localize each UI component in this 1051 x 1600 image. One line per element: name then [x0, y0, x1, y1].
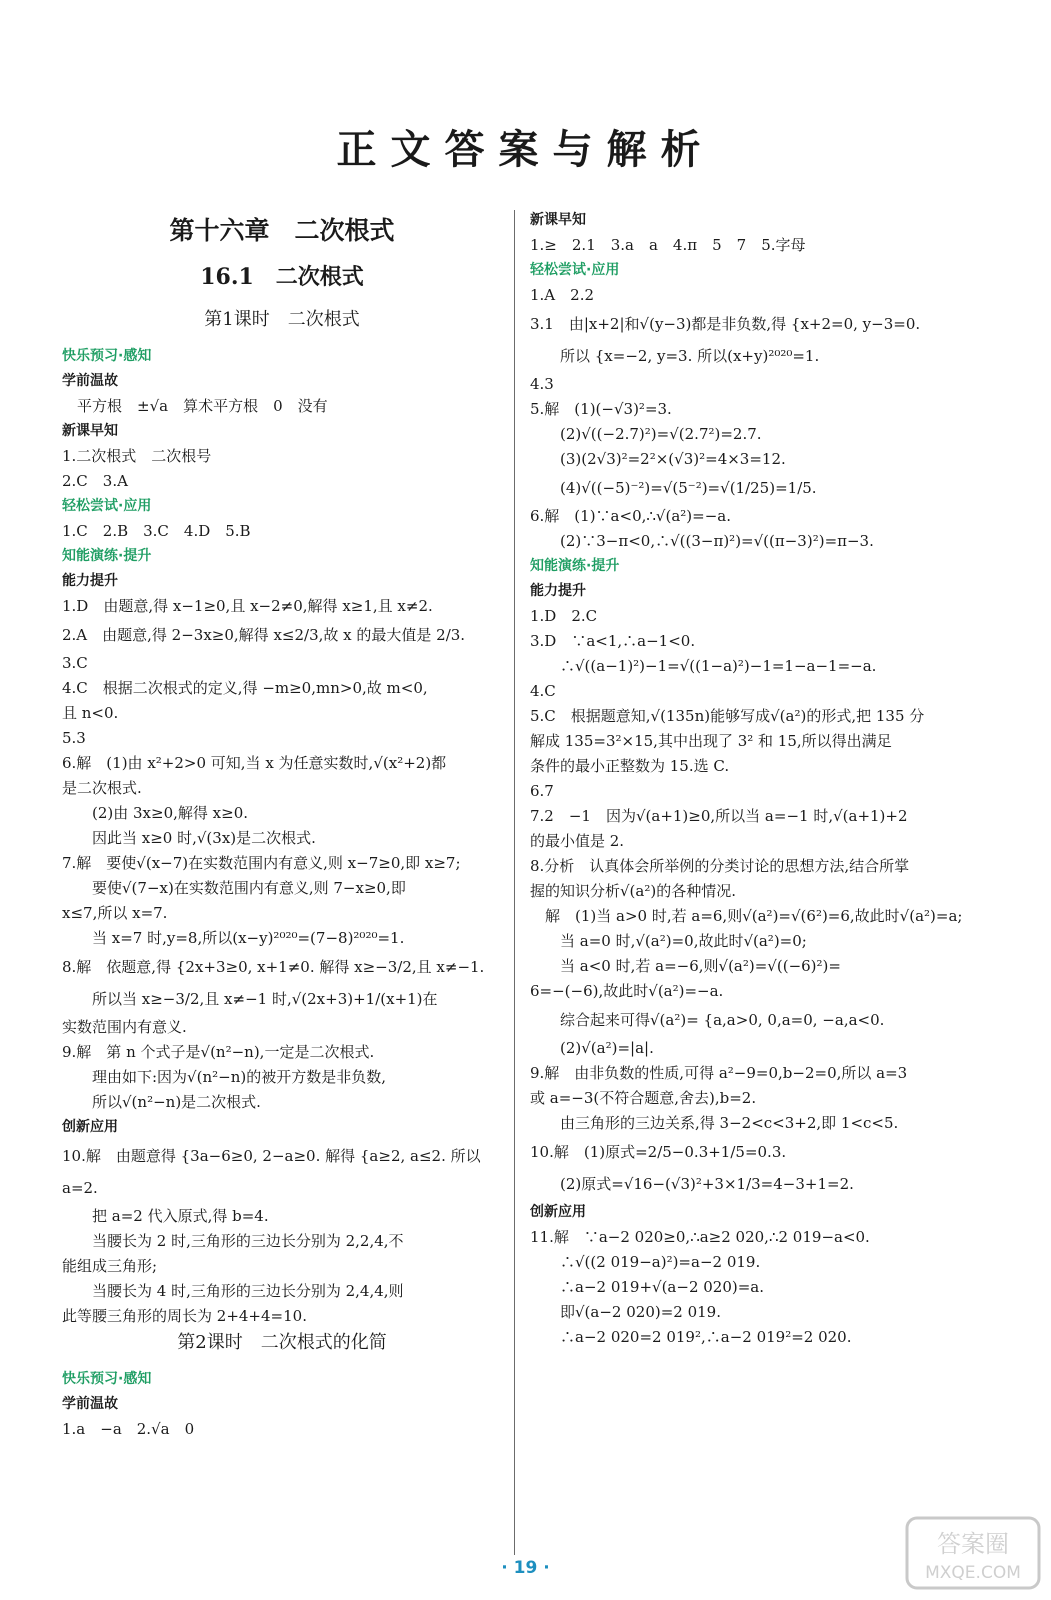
answer-line: ∴a−2 020=2 019²,∴a−2 019²=2 020.	[530, 1328, 852, 1346]
answer-line: (2)原式=√16−(√3)²+3×1/3=4−3+1=2.	[530, 1175, 854, 1193]
answer-line: 把 a=2 代入原式,得 b=4.	[62, 1207, 269, 1225]
answer-line: (3)(2√3)²=2²×(√3)²=4×3=12.	[530, 450, 786, 468]
answer-line: 11.解 ∵a−2 020≥0,∴a≥2 020,∴2 019−a<0.	[530, 1228, 870, 1246]
answer-line: 10.解 由题意得 {3a−6≥0, 2−a≥0. 解得 {a≥2, a≤2. 所以 a=2.	[62, 1147, 486, 1197]
answer-line: 的最小值是 2.	[530, 832, 625, 850]
answer-line: 4.C 根据二次根式的定义,得 −m≥0,mn>0,故 m<0,	[62, 679, 428, 697]
answer-line: 5.解 (1)(−√3)²=3.	[530, 400, 672, 418]
section-heading: 16.1 二次根式	[200, 264, 364, 290]
answer-line: 握的知识分析√(a²)的各种情况.	[530, 882, 736, 900]
answer-line: 当 a=0 时,√(a²)=0,故此时√(a²)=0;	[530, 932, 807, 950]
answer-line: 实数范围内有意义.	[62, 1018, 187, 1036]
answer-line: 4.C	[530, 682, 556, 700]
answer-line: 解 (1)当 a>0 时,若 a=6,则√(a²)=√(6²)=6,故此时√(a²)=a;	[530, 907, 963, 925]
answer-line: 8.解 依题意,得 {2x+3≥0, x+1≠0. 解得 x≥−3/2,且 x≠−1.	[62, 958, 485, 976]
answer-line: ∴√((a−1)²)−1=√((1−a)²)−1=1−a−1=−a.	[530, 657, 877, 675]
answer-line: (2)√(a²)=|a|.	[530, 1039, 654, 1057]
subheading: 能力提升	[530, 583, 586, 599]
answer-line: 4.3	[530, 375, 554, 393]
answer-line: 所以当 x≥−3/2,且 x≠−1 时,√(2x+3)+1/(x+1)在	[62, 990, 438, 1008]
answer-line: 或 a=−3(不符合题意,舍去),b=2.	[530, 1089, 757, 1107]
answer-line: 当 x=7 时,y=8,所以(x−y)²⁰²⁰=(7−8)²⁰²⁰=1.	[62, 929, 405, 947]
answer-line: 要使√(7−x)在实数范围内有意义,则 7−x≥0,即	[62, 879, 406, 897]
answer-line: 当腰长为 2 时,三角形的三边长分别为 2,2,4,不	[62, 1232, 404, 1250]
svg-text:答案圈: 答案圈	[937, 1530, 1009, 1558]
subheading: 创新应用	[530, 1204, 586, 1220]
answer-line: ∴√((2 019−a)²)=a−2 019.	[530, 1253, 761, 1271]
svg-text:MXQE.COM: MXQE.COM	[925, 1563, 1021, 1583]
answer-line: 解成 135=3²×15,其中出现了 3² 和 15,所以得出满足	[530, 732, 892, 750]
subheading: 学前温故	[62, 1396, 118, 1412]
answer-line: (2)∵3−π<0,∴√((3−π)²)=√((π−3)²)=π−3.	[530, 532, 874, 550]
green-subheading: 快乐预习·感知	[62, 1371, 152, 1387]
answer-line: 9.解 第 n 个式子是√(n²−n),一定是二次根式.	[62, 1043, 375, 1061]
answer-line: 平方根 ±√a 算术平方根 0 没有	[62, 397, 328, 415]
green-subheading: 轻松尝试·应用	[530, 262, 620, 278]
answer-line: 且 n<0.	[62, 704, 119, 722]
subheading: 创新应用	[62, 1119, 118, 1135]
answer-line: 2.C 3.A	[62, 472, 128, 490]
answer-line: 2.A 由题意,得 2−3x≥0,解得 x≤2/3,故 x 的最大值是 2/3.	[62, 626, 466, 644]
answer-line: 所以√(n²−n)是二次根式.	[62, 1093, 261, 1111]
answer-line: 即√(a−2 020)=2 019.	[530, 1303, 721, 1321]
answer-line: 理由如下:因为√(n²−n)的被开方数是非负数,	[62, 1068, 386, 1086]
watermark-logo	[903, 1514, 1043, 1592]
subheading: 学前温故	[62, 373, 118, 389]
answer-line: 综合起来可得√(a²)= {a,a>0, 0,a=0, −a,a<0.	[530, 1011, 885, 1029]
answer-line: 1.二次根式 二次根号	[62, 447, 212, 465]
answer-line: 当腰长为 4 时,三角形的三边长分别为 2,4,4,则	[62, 1282, 404, 1300]
answer-line: 1.≥ 2.1 3.a a 4.π 5 7 5.字母	[530, 236, 806, 254]
answer-line: 9.解 由非负数的性质,可得 a²−9=0,b−2=0,所以 a=3	[530, 1064, 908, 1082]
answer-line: 条件的最小正整数为 15.选 C.	[530, 757, 730, 775]
subheading: 新课早知	[530, 212, 586, 228]
subheading: 能力提升	[62, 573, 118, 589]
answer-line: 1.C 2.B 3.C 4.D 5.B	[62, 522, 251, 540]
answer-line: 当 a<0 时,若 a=−6,则√(a²)=√((−6)²)=	[530, 957, 841, 975]
answer-line: 3.1 由|x+2|和√(y−3)都是非负数,得 {x+2=0, y−3=0.	[530, 315, 921, 333]
green-subheading: 轻松尝试·应用	[62, 498, 152, 514]
answer-line: 6=−(−6),故此时√(a²)=−a.	[530, 982, 724, 1000]
answer-line: 由三角形的三边关系,得 3−2<c<3+2,即 1<c<5.	[530, 1114, 899, 1132]
answer-line: 1.D 由题意,得 x−1≥0,且 x−2≠0,解得 x≥1,且 x≠2.	[62, 597, 433, 615]
answer-line: (2)√((−2.7)²)=√(2.7²)=2.7.	[530, 425, 762, 443]
answer-line: 1.a −a 2.√a 0	[62, 1420, 195, 1438]
answer-line: (4)√((−5)⁻²)=√(5⁻²)=√(1/25)=1/5.	[530, 479, 817, 497]
green-subheading: 知能演练·提升	[62, 548, 152, 564]
page-number: · 19 ·	[501, 1558, 550, 1578]
column-divider	[514, 210, 515, 1555]
answer-line: x≤7,所以 x=7.	[62, 904, 168, 922]
lesson-heading: 第1课时 二次根式	[204, 309, 360, 330]
answer-line: ∴a−2 019+√(a−2 020)=a.	[530, 1278, 765, 1296]
answer-line: (2)由 3x≥0,解得 x≥0.	[62, 804, 249, 822]
answer-line: 6.解 (1)由 x²+2>0 可知,当 x 为任意实数时,√(x²+2)都	[62, 754, 447, 772]
page-title: 正文答案与解析	[336, 126, 715, 173]
answer-line: 10.解 (1)原式=2/5−0.3+1/5=0.3.	[530, 1143, 787, 1161]
lesson-heading: 第2课时 二次根式的化简	[177, 1332, 387, 1353]
answer-line: 1.D 2.C	[530, 607, 598, 625]
answer-line: 3.C	[62, 654, 88, 672]
answer-line: 此等腰三角形的周长为 2+4+4=10.	[62, 1307, 307, 1325]
left-column	[62, 208, 502, 1442]
answer-line: 6.解 (1)∵a<0,∴√(a²)=−a.	[530, 507, 731, 525]
answer-line: 5.3	[62, 729, 86, 747]
right-column	[530, 208, 980, 1350]
answer-line: 3.D ∵a<1,∴a−1<0.	[530, 632, 696, 650]
answer-line: 6.7	[530, 782, 554, 800]
answer-line: 5.C 根据题意知,√(135n)能够写成√(a²)的形式,把 135 分	[530, 707, 925, 725]
answer-line: 所以 {x=−2, y=3. 所以(x+y)²⁰²⁰=1.	[530, 347, 820, 365]
answer-line: 1.A 2.2	[530, 286, 594, 304]
answer-line: 7.解 要使√(x−7)在实数范围内有意义,则 x−7≥0,即 x≥7;	[62, 854, 461, 872]
chapter-heading: 第十六章 二次根式	[169, 216, 395, 245]
answer-line: 能组成三角形;	[62, 1257, 158, 1275]
answer-line: 是二次根式.	[62, 779, 142, 797]
answer-line: 7.2 −1 因为√(a+1)≥0,所以当 a=−1 时,√(a+1)+2	[530, 807, 908, 825]
subheading: 新课早知	[62, 423, 118, 439]
answer-line: 8.分析 认真体会所举例的分类讨论的思想方法,结合所掌	[530, 857, 910, 875]
answer-line: 因此当 x≥0 时,√(3x)是二次根式.	[62, 829, 316, 847]
green-subheading: 快乐预习·感知	[62, 348, 152, 364]
green-subheading: 知能演练·提升	[530, 558, 620, 574]
